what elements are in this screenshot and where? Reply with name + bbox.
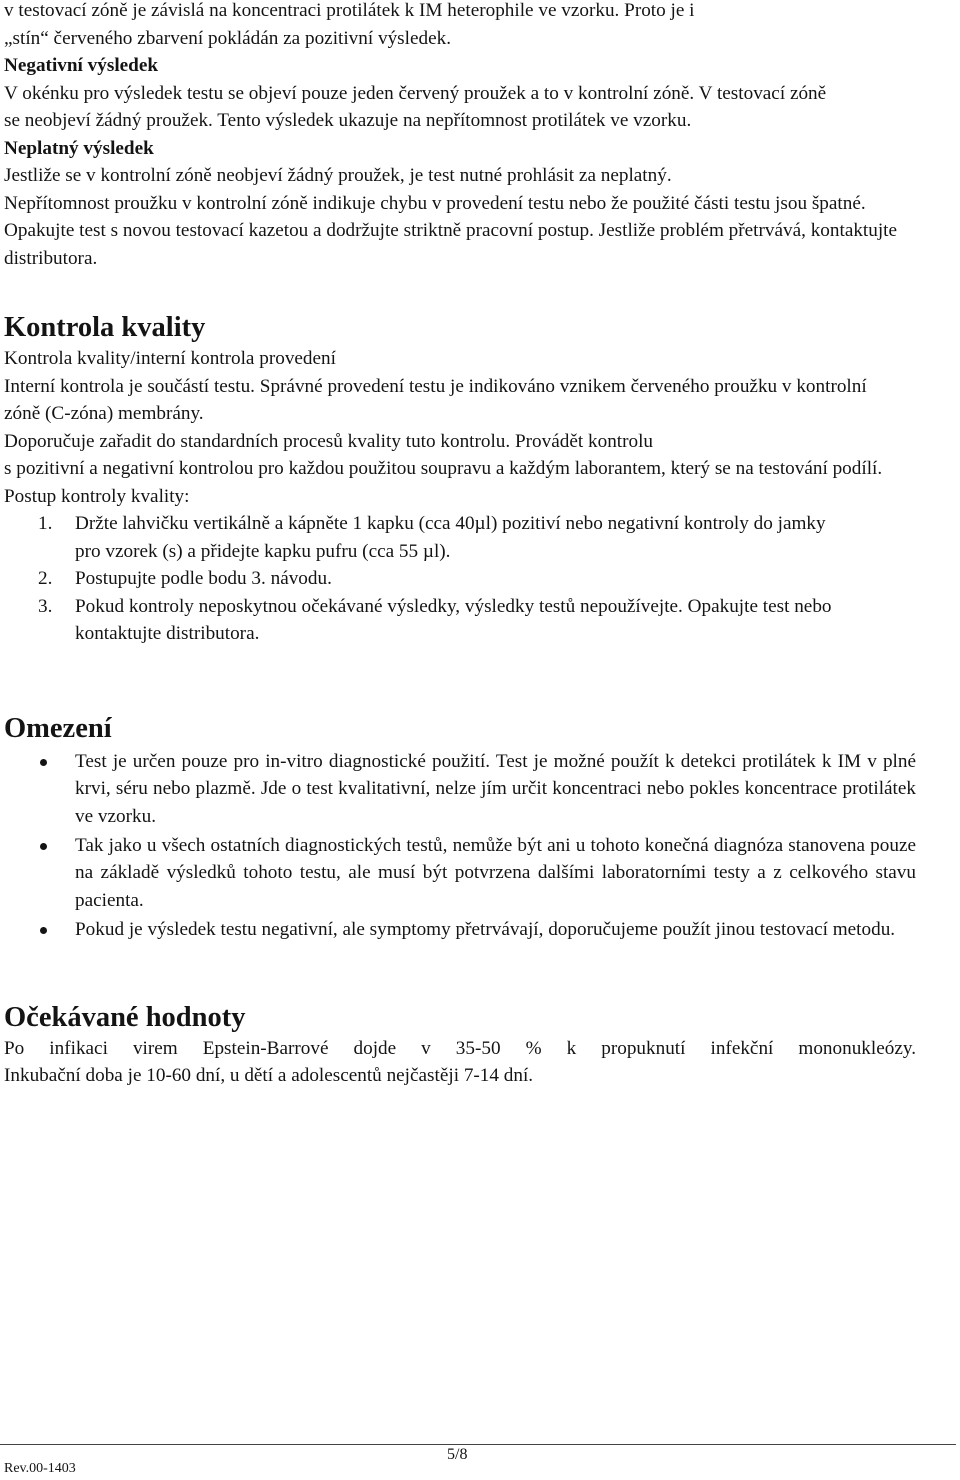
quality-control-paragraph-2b: s pozitivní a negativní kontrolou pro každou použitou soupravu a každým laborantem, který se na testování podílí. <box>4 458 883 479</box>
bullet-icon <box>40 843 47 850</box>
limitations-list <box>4 748 916 944</box>
negative-result-text: V okénku pro výsledek testu se objeví pouze jeden červený proužek a to v kontrolní zóně. V testovací zóně se neobjeví žádný proužek. Tento výsledek ukazuje na nepřítomnost protilátek ve vzorku. <box>4 82 827 131</box>
procedure-label: Postup kontroly kvality: <box>4 485 190 507</box>
procedure-step <box>4 593 916 648</box>
step-number: 1. <box>38 513 53 534</box>
invalid-result-heading: Neplatný výsledek <box>4 137 154 159</box>
expected-values-heading: Očekávané hodnoty <box>4 1001 246 1033</box>
quality-control-paragraph-2a: Doporučuje zařadit do standardních procesů kvality tuto kontrolu. Provádět kontrolu <box>4 430 654 452</box>
limitations-heading: Omezení <box>4 712 112 744</box>
bullet-icon <box>40 759 47 766</box>
quality-control-paragraph-1: Interní kontrola je součástí testu. Správné provedení testu je indikováno vznikem červeného proužku v kontrolní zóně (C-zóna) membrány. <box>4 375 867 424</box>
step-text: Držte lahvičku vertikálně a kápněte 1 kapku (cca 40µl) pozitiví nebo negativní kontroly do jamky pro vzorek (s) a přidejte kapku pufru (cca 55 µl). <box>75 513 826 562</box>
limitation-item: Pokud je výsledek testu negativní, ale symptomy přetrvávají, doporučujeme použít jinou testovací metodu. <box>4 916 916 944</box>
invalid-result-text-1: Jestliže se v kontrolní zóně neobjeví žádný proužek, je test nutné prohlásit za neplatný. <box>4 165 672 186</box>
page-number: 5/8 <box>447 1446 468 1463</box>
limitation-item: Tak jako u všech ostatních diagnostických testů, nemůže být ani u tohoto konečná diagnóza stanovena pouze na základě výsledků tohoto testu, ale musí být potvrzena dalšími laboratorními testy a z celkového stavu pacienta. <box>4 832 916 915</box>
expected-values-line-1: Po infikaci virem Epstein-Barrové dojde v 35-50 % k propuknutí infekční mononukleózy. <box>4 1037 916 1059</box>
step-number: 2. <box>38 568 53 589</box>
procedure-step <box>4 565 916 593</box>
footer-divider <box>0 1444 956 1445</box>
intro-line-1: v testovací zóně je závislá na koncentraci protilátek k IM heterophile ve vzorku. Proto je i <box>4 0 695 21</box>
quality-control-subheading: Kontrola kvality/interní kontrola provedení <box>4 348 336 369</box>
limitation-item: Test je určen pouze pro in-vitro diagnostické použití. Test je možné použít k detekci protilátek k IM v plné krvi, séru nebo plazmě. Jde o test kvalitativní, nelze jím určit koncentraci nebo pokles koncentrace protilátek ve vzorku. <box>4 748 916 831</box>
step-text: Postupujte podle bodu 3. návodu. <box>75 568 332 589</box>
expected-values-line-2: Inkubační doba je 10-60 dní, u dětí a adolescentů nejčastěji 7-14 dní. <box>4 1065 534 1086</box>
procedure-steps <box>4 510 916 648</box>
negative-result-heading: Negativní výsledek <box>4 55 159 76</box>
bullet-icon <box>40 927 47 934</box>
intro-line-2: „stín“ červeného zbarvení pokládán za pozitivní výsledek. <box>4 27 451 49</box>
quality-control-heading: Kontrola kvality <box>4 312 206 343</box>
step-text: Pokud kontroly neposkytnou očekávané výsledky, výsledky testů nepoužívejte. Opakujte test nebo kontaktujte distributora. <box>75 595 832 644</box>
invalid-result-text-2: Nepřítomnost proužku v kontrolní zóně indikuje chybu v provedení testu nebo že použité části testu jsou špatné. Opakujte test s novou testovací kazetou a dodržujte striktně pracovní postup. Jestliže problém přetrvává, kontaktujte distributora. <box>4 192 898 269</box>
document-page <box>4 0 916 1090</box>
procedure-step <box>4 510 916 565</box>
revision-label: Rev.00-1403 <box>4 1461 76 1476</box>
step-number: 3. <box>38 595 53 617</box>
